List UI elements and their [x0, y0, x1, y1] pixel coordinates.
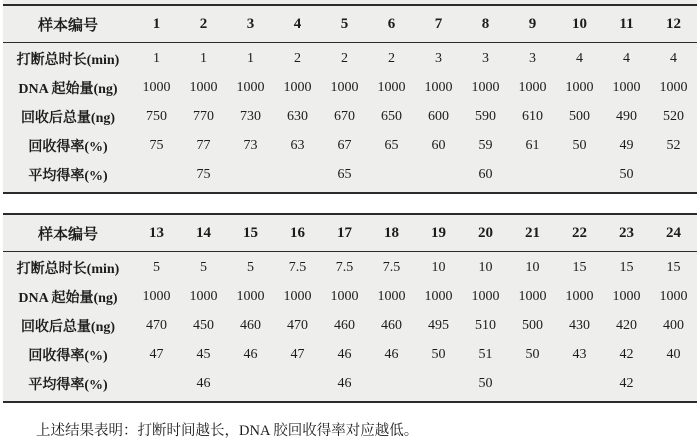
- table-cell: 42: [619, 376, 634, 391]
- sample-id-header: 6: [368, 6, 415, 43]
- table-cell: 1000: [424, 80, 453, 95]
- row-label: 平均得率(%): [28, 378, 108, 393]
- table-cell: 750: [146, 109, 167, 124]
- table-cell: [274, 161, 321, 192]
- table-header-row: [3, 6, 697, 43]
- table-row: [3, 252, 697, 284]
- sample-id-header: 16: [274, 215, 321, 252]
- table-cell: 1: [153, 51, 160, 66]
- table-cell: 495: [428, 318, 449, 333]
- table-cell: 490: [616, 109, 637, 124]
- table-cell: 470: [146, 318, 167, 333]
- table-cell: 40: [666, 347, 681, 362]
- table-cell: 3: [529, 51, 536, 66]
- sample-id-header: 23: [603, 215, 650, 252]
- header-label: 样本编号: [3, 215, 133, 252]
- table-header-row: [3, 215, 697, 252]
- table-cell: 460: [334, 318, 355, 333]
- table-cell: 10: [478, 260, 493, 275]
- table-cell: 610: [522, 109, 543, 124]
- table-cell: 430: [569, 318, 590, 333]
- table-cell: 1000: [283, 289, 312, 304]
- conclusion-note: 上述结果表明：打断时间越长，DNA 胶回收得率对应越低。: [36, 423, 419, 439]
- table-cell: 50: [431, 347, 446, 362]
- table-cell: 51: [478, 347, 493, 362]
- row-label: 回收得率(%): [28, 140, 108, 155]
- table-cell: 65: [384, 138, 399, 153]
- table-row: [3, 283, 697, 312]
- sample-id-header: 14: [180, 215, 227, 252]
- row-label: 回收后总量(ng): [20, 111, 116, 126]
- sample-id-header: 20: [462, 215, 509, 252]
- table-cell: 1000: [659, 289, 688, 304]
- table-cell: 43: [572, 347, 587, 362]
- sample-id-header: 4: [274, 6, 321, 43]
- table-cell: 1000: [283, 80, 312, 95]
- table-cell: [650, 161, 697, 192]
- table-cell: 3: [482, 51, 489, 66]
- sample-id-header: 7: [415, 6, 462, 43]
- table-cell: 46: [337, 347, 352, 362]
- table-cell: 75: [149, 138, 164, 153]
- table-cell: [415, 370, 462, 401]
- table-cell: 3: [435, 51, 442, 66]
- table-cell: 590: [475, 109, 496, 124]
- table-cell: 460: [381, 318, 402, 333]
- table-cell: 75: [196, 167, 211, 182]
- sample-id-header: 24: [650, 215, 697, 252]
- table-cell: [556, 161, 603, 192]
- table-cell: 1000: [612, 289, 641, 304]
- table-cell: 46: [384, 347, 399, 362]
- table-cell: 46: [337, 376, 352, 391]
- table-cell: [556, 370, 603, 401]
- sample-id-header: 13: [133, 215, 180, 252]
- table-cell: 73: [243, 138, 258, 153]
- table-cell: 630: [287, 109, 308, 124]
- table-row: [3, 370, 697, 401]
- row-label: 打断总时长(min): [16, 53, 120, 68]
- table-cell: 2: [341, 51, 348, 66]
- table-cell: 730: [240, 109, 261, 124]
- table-row: [3, 43, 697, 75]
- table-cell: 1000: [236, 289, 265, 304]
- sample-id-header: 22: [556, 215, 603, 252]
- table-cell: 470: [287, 318, 308, 333]
- table-cell: 1000: [471, 289, 500, 304]
- results-table-section-1: [3, 4, 697, 194]
- table-cell: [415, 161, 462, 192]
- table-cell: 4: [670, 51, 677, 66]
- table-row: [3, 74, 697, 103]
- sample-id-header: 11: [603, 6, 650, 43]
- row-label: DNA 起始量(ng): [18, 291, 118, 306]
- table-cell: 10: [431, 260, 446, 275]
- table-cell: 460: [240, 318, 261, 333]
- table-cell: [650, 370, 697, 401]
- table-cell: 50: [525, 347, 540, 362]
- sample-id-header: 17: [321, 215, 368, 252]
- row-label: 回收得率(%): [28, 349, 108, 364]
- row-label: 打断总时长(min): [16, 262, 120, 277]
- table-cell: 1000: [377, 289, 406, 304]
- table-cell: 50: [572, 138, 587, 153]
- sample-id-header: 18: [368, 215, 415, 252]
- table-cell: 4: [576, 51, 583, 66]
- table-cell: 1000: [330, 289, 359, 304]
- table-cell: [227, 161, 274, 192]
- table-cell: 400: [663, 318, 684, 333]
- table-cell: 59: [478, 138, 493, 153]
- table-cell: 5: [153, 260, 160, 275]
- table-cell: 50: [619, 167, 634, 182]
- table-cell: 5: [247, 260, 254, 275]
- table-cell: 46: [243, 347, 258, 362]
- table-cell: 77: [196, 138, 211, 153]
- table-cell: 670: [334, 109, 355, 124]
- table-row: [3, 103, 697, 132]
- table-cell: 65: [337, 167, 352, 182]
- table-row: [3, 161, 697, 192]
- table-cell: 63: [290, 138, 305, 153]
- sample-id-header: 9: [509, 6, 556, 43]
- sample-results-table: [3, 6, 697, 192]
- table-cell: 1000: [565, 289, 594, 304]
- table-cell: 500: [569, 109, 590, 124]
- sample-id-header: 3: [227, 6, 274, 43]
- table-cell: [227, 370, 274, 401]
- table-cell: 61: [525, 138, 540, 153]
- table-cell: 4: [623, 51, 630, 66]
- table-cell: 1000: [236, 80, 265, 95]
- table-row: [3, 312, 697, 341]
- table-cell: 7.5: [335, 260, 354, 275]
- sample-id-header: 15: [227, 215, 274, 252]
- table-cell: 600: [428, 109, 449, 124]
- table-cell: 1000: [518, 289, 547, 304]
- table-cell: 49: [619, 138, 634, 153]
- table-cell: 1000: [189, 289, 218, 304]
- table-cell: [133, 161, 180, 192]
- table-cell: [509, 370, 556, 401]
- table-cell: 1000: [659, 80, 688, 95]
- table-cell: 7.5: [288, 260, 307, 275]
- sample-id-header: 12: [650, 6, 697, 43]
- table-cell: 1000: [471, 80, 500, 95]
- table-cell: 1: [247, 51, 254, 66]
- table-cell: 5: [200, 260, 207, 275]
- row-label: 回收后总量(ng): [20, 320, 116, 335]
- table-row: [3, 341, 697, 370]
- table-cell: 60: [478, 167, 493, 182]
- table-cell: 510: [475, 318, 496, 333]
- table-cell: 1000: [565, 80, 594, 95]
- table-cell: 1000: [330, 80, 359, 95]
- sample-id-header: 1: [133, 6, 180, 43]
- table-cell: 2: [388, 51, 395, 66]
- table-cell: [509, 161, 556, 192]
- table-cell: 67: [337, 138, 352, 153]
- sample-id-header: 21: [509, 215, 556, 252]
- table-cell: 45: [196, 347, 211, 362]
- table-cell: 2: [294, 51, 301, 66]
- table-cell: 520: [663, 109, 684, 124]
- table-cell: 52: [666, 138, 681, 153]
- row-label: 平均得率(%): [28, 169, 108, 184]
- header-label: 样本编号: [3, 6, 133, 43]
- sample-id-header: 2: [180, 6, 227, 43]
- table-cell: [368, 161, 415, 192]
- table-cell: 47: [290, 347, 305, 362]
- table-cell: 1000: [612, 80, 641, 95]
- table-cell: 770: [193, 109, 214, 124]
- table-cell: 47: [149, 347, 164, 362]
- row-label: DNA 起始量(ng): [18, 82, 118, 97]
- sample-id-header: 10: [556, 6, 603, 43]
- table-cell: 1000: [424, 289, 453, 304]
- table-cell: 420: [616, 318, 637, 333]
- table-row: [3, 132, 697, 161]
- table-cell: 1: [200, 51, 207, 66]
- table-cell: 15: [619, 260, 634, 275]
- table-cell: 1000: [189, 80, 218, 95]
- table-cell: 7.5: [382, 260, 401, 275]
- table-cell: 1000: [377, 80, 406, 95]
- table-cell: 60: [431, 138, 446, 153]
- table-cell: 450: [193, 318, 214, 333]
- table-cell: [133, 370, 180, 401]
- table-cell: 15: [572, 260, 587, 275]
- table-cell: 15: [666, 260, 681, 275]
- table-cell: [274, 370, 321, 401]
- sample-id-header: 19: [415, 215, 462, 252]
- table-cell: 1000: [142, 80, 171, 95]
- sample-id-header: 8: [462, 6, 509, 43]
- table-cell: 1000: [518, 80, 547, 95]
- sample-results-table: [3, 215, 697, 401]
- table-cell: 1000: [142, 289, 171, 304]
- table-cell: 650: [381, 109, 402, 124]
- table-cell: [368, 370, 415, 401]
- results-table-section-2: [3, 213, 697, 403]
- table-cell: 46: [196, 376, 211, 391]
- sample-id-header: 5: [321, 6, 368, 43]
- table-cell: 500: [522, 318, 543, 333]
- table-cell: 50: [478, 376, 493, 391]
- table-cell: 10: [525, 260, 540, 275]
- table-cell: 42: [619, 347, 634, 362]
